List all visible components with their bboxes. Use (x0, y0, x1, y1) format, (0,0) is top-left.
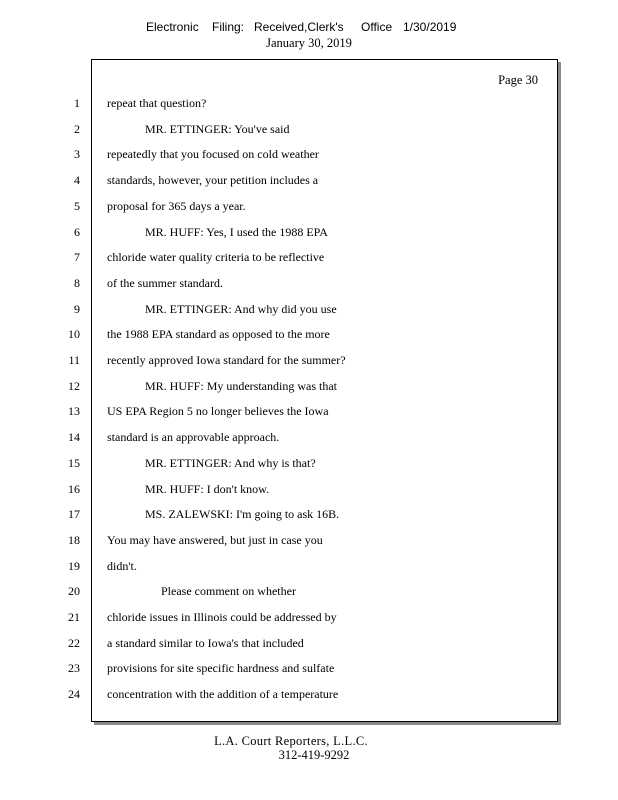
line-number: 17 (68, 507, 80, 521)
line-number: 8 (74, 276, 80, 290)
filing-office: Office (361, 20, 393, 34)
line-text: repeatedly that you focused on cold weather (107, 147, 319, 161)
line-text: MR. HUFF: I don't know. (145, 482, 270, 496)
line-text: concentration with the addition of a temperature (107, 687, 339, 701)
line-number: 9 (74, 302, 80, 316)
line-number: 3 (74, 147, 80, 161)
footer-phone: 312-419-9292 (278, 748, 350, 762)
line-text: proposal for 365 days a year. (107, 199, 246, 213)
line-number: 2 (74, 122, 80, 136)
line-text: recently approved Iowa standard for the summer? (107, 353, 346, 367)
line-number: 21 (68, 610, 80, 624)
line-text: Please comment on whether (161, 584, 296, 598)
filing-received: Received,Clerk's (254, 20, 344, 34)
line-number: 6 (74, 225, 80, 239)
line-number: 4 (74, 173, 80, 187)
line-number: 23 (68, 661, 80, 675)
line-text: chloride water quality criteria to be reflective (107, 250, 325, 264)
line-text: chloride issues in Illinois could be addressed by (107, 610, 337, 624)
page-number: Page 30 (498, 73, 538, 87)
line-number: 15 (68, 456, 80, 470)
line-text: MR. HUFF: My understanding was that (145, 379, 337, 393)
line-text: the 1988 EPA standard as opposed to the more (107, 327, 330, 341)
line-text: repeat that question? (107, 96, 207, 110)
line-number: 14 (68, 430, 80, 444)
line-text: standard is an approvable approach. (107, 430, 280, 444)
line-number: 1 (74, 96, 80, 110)
line-text: standards, however, your petition includes a (107, 173, 319, 187)
line-number: 18 (68, 533, 80, 547)
line-number: 22 (68, 636, 80, 650)
line-number: 10 (68, 327, 80, 341)
filing-date: 1/30/2019 (403, 20, 457, 34)
line-text: a standard similar to Iowa's that included (107, 636, 304, 650)
line-text: didn't. (107, 559, 137, 573)
line-text: US EPA Region 5 no longer believes the Iowa (107, 404, 329, 418)
footer-company: L.A. Court Reporters, L.L.C. (214, 734, 368, 748)
line-text: MR. ETTINGER: You've said (145, 122, 290, 136)
filing-filing: Filing: (212, 20, 245, 34)
line-text: You may have answered, but just in case you (107, 533, 323, 547)
line-number: 24 (68, 687, 80, 701)
line-text: provisions for site specific hardness and sulfate (107, 661, 335, 675)
line-number: 19 (68, 559, 80, 573)
line-number: 7 (74, 250, 80, 264)
transcript-date: January 30, 2019 (266, 36, 352, 50)
line-text: of the summer standard. (107, 276, 223, 290)
line-text: MR. ETTINGER: And why did you use (145, 302, 337, 316)
line-text: MR. HUFF: Yes, I used the 1988 EPA (145, 225, 328, 239)
filing-electronic: Electronic (146, 20, 199, 34)
line-number: 13 (68, 404, 80, 418)
line-text: MR. ETTINGER: And why is that? (145, 456, 316, 470)
line-number: 11 (68, 353, 80, 367)
line-number: 5 (74, 199, 80, 213)
line-text: MS. ZALEWSKI: I'm going to ask 16B. (145, 507, 340, 521)
line-number: 16 (68, 482, 80, 496)
line-number: 20 (68, 584, 80, 598)
line-number: 12 (68, 379, 80, 393)
